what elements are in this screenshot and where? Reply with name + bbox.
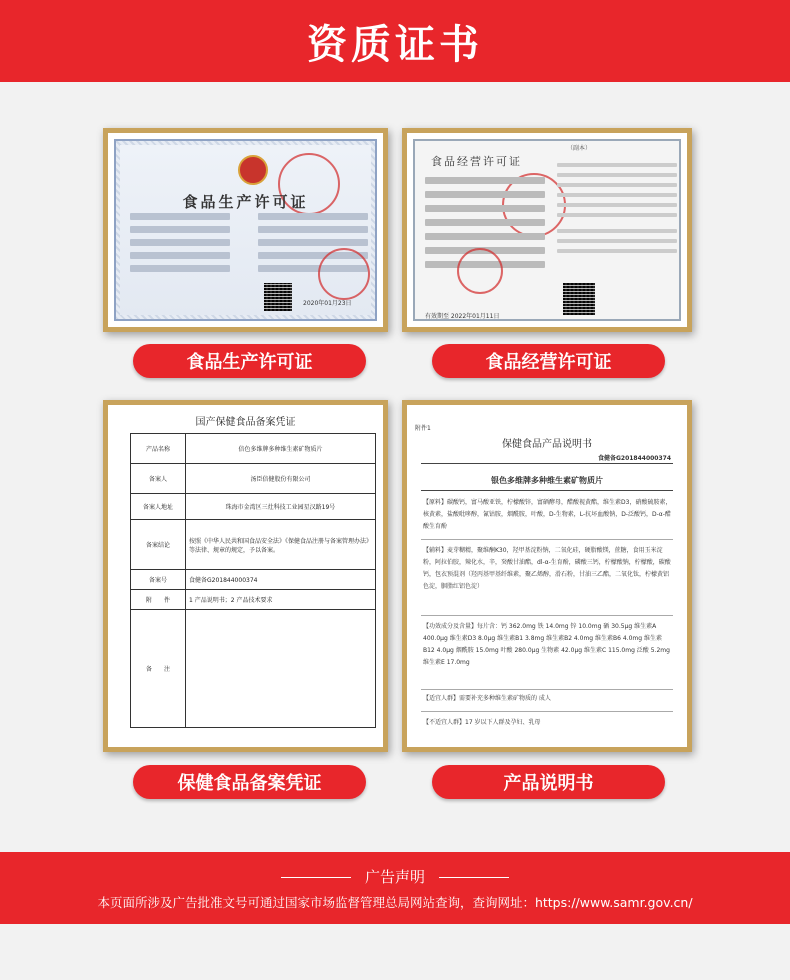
table-row: 备 注	[131, 610, 376, 728]
table-row: 备案号 食健备G201844000374	[131, 570, 376, 590]
production-license-date: 2020年01月23日	[303, 300, 352, 307]
manual-paragraph: 【适宜人群】需要补充多种维生素矿物质的 成人	[423, 695, 551, 702]
product-manual-image[interactable]	[402, 400, 692, 752]
qr-code-icon	[563, 283, 595, 315]
table-row: 备案结论 按照《中华人民共和国食品安全法》《保健食品注册与备案管理办法》等法律、规章的规定，予以备案。	[131, 520, 376, 570]
product-name: 银色多维牌多种维生素矿物质片	[491, 476, 603, 485]
filing-table	[130, 433, 376, 728]
filing-certificate-label: 保健食品备案凭证	[133, 765, 366, 799]
business-license-title: 食品经营许可证	[431, 155, 522, 168]
product-manual-label: 产品说明书	[432, 765, 665, 799]
filing-certificate-title: 国产保健食品备案凭证	[195, 417, 296, 428]
table-row: 附 件 1 产品说明书；2 产品技术要求	[131, 590, 376, 610]
ad-statement-text: 本页面所涉及广告批准文号可通过国家市场监督管理总局网站查询，查询网址：https://www.samr.gov.cn/	[97, 895, 693, 910]
ad-statement-bar	[0, 852, 790, 924]
table-row: 产品名称 倍色多维牌多种维生素矿物质片	[131, 434, 376, 464]
manual-paragraph: 【不适宜人群】17 岁以下人群及孕妇、乳母	[423, 719, 541, 726]
page-title: 资质证书	[307, 21, 483, 68]
manual-paragraph: 【功效成分及含量】每片含：钙 362.0mg 铁 14.0mg 锌 10.0mg 硒 30.5μg 维生素A 400.0μg 维生素D3 8.0μg 维生素B1 3.8mg 维生素B2 4.0mg 维生素B6 4.0mg 维生素B12 4.0μg 烟酰胺 15.0mg 叶酸 280.0μg 生物素 42.0μg 维生素C 115.0mg 泛酸 5.2mg 维生素E 17.0mg	[423, 623, 670, 666]
national-emblem-icon	[238, 155, 268, 185]
issuer-seal-icon	[318, 248, 370, 300]
business-license-subtitle: （副本）	[567, 145, 592, 152]
issuer-seal-icon	[457, 248, 503, 294]
manual-paragraph: 【原料】碳酸钙，富马酸亚铁，柠檬酸锌，富硒酵母，醋酸视黄酯，维生素D3，硝酸硫胺素，核黄素，盐酸吡哆醇，氰钴胺，烟酰胺，叶酸，D-生物素，L-抗坏血酸钠，D-泛酸钙，D-α-醋酸生育酚	[423, 499, 672, 530]
filing-certificate-image[interactable]	[103, 400, 388, 752]
attachment-tag: 附件1	[415, 425, 431, 432]
ad-heading: 广告声明	[0, 866, 790, 887]
production-license-image[interactable]	[103, 128, 388, 332]
business-license-date: 有效期至 2022年01月11日	[425, 313, 500, 320]
table-row: 备案人地址 珠海市金湾区三灶科技工业园星汉路19号	[131, 494, 376, 520]
filing-number: 食健备G201844000374	[597, 455, 671, 462]
table-row: 备案人 汤臣倍健股份有限公司	[131, 464, 376, 494]
product-manual-title: 保健食品产品说明书	[502, 439, 592, 450]
qr-code-icon	[264, 283, 292, 311]
header-bar	[0, 0, 790, 82]
business-license-label: 食品经营许可证	[432, 344, 665, 378]
production-license-title: 食品生产许可证	[182, 193, 309, 211]
production-license-label: 食品生产许可证	[133, 344, 366, 378]
manual-paragraph: 【辅料】麦芽糊精，聚维酮K30，羟甲基淀粉钠，二氧化硅，硬脂酸镁，蔗糖，食用玉米淀粉，阿拉伯胶，辣化水，辛，癸酸甘油酯，dl-α-生育酚，磷酸三钙，柠檬酸钠，柠檬酸，碳酸钙，包衣预混剂（羟丙基甲基纤维素，聚乙烯醇，滑石粉，甘油三乙酯，二氧化钛，柠檬黄铝色淀，胭脂红铝色淀）	[423, 547, 671, 590]
business-license-image[interactable]	[402, 128, 692, 332]
